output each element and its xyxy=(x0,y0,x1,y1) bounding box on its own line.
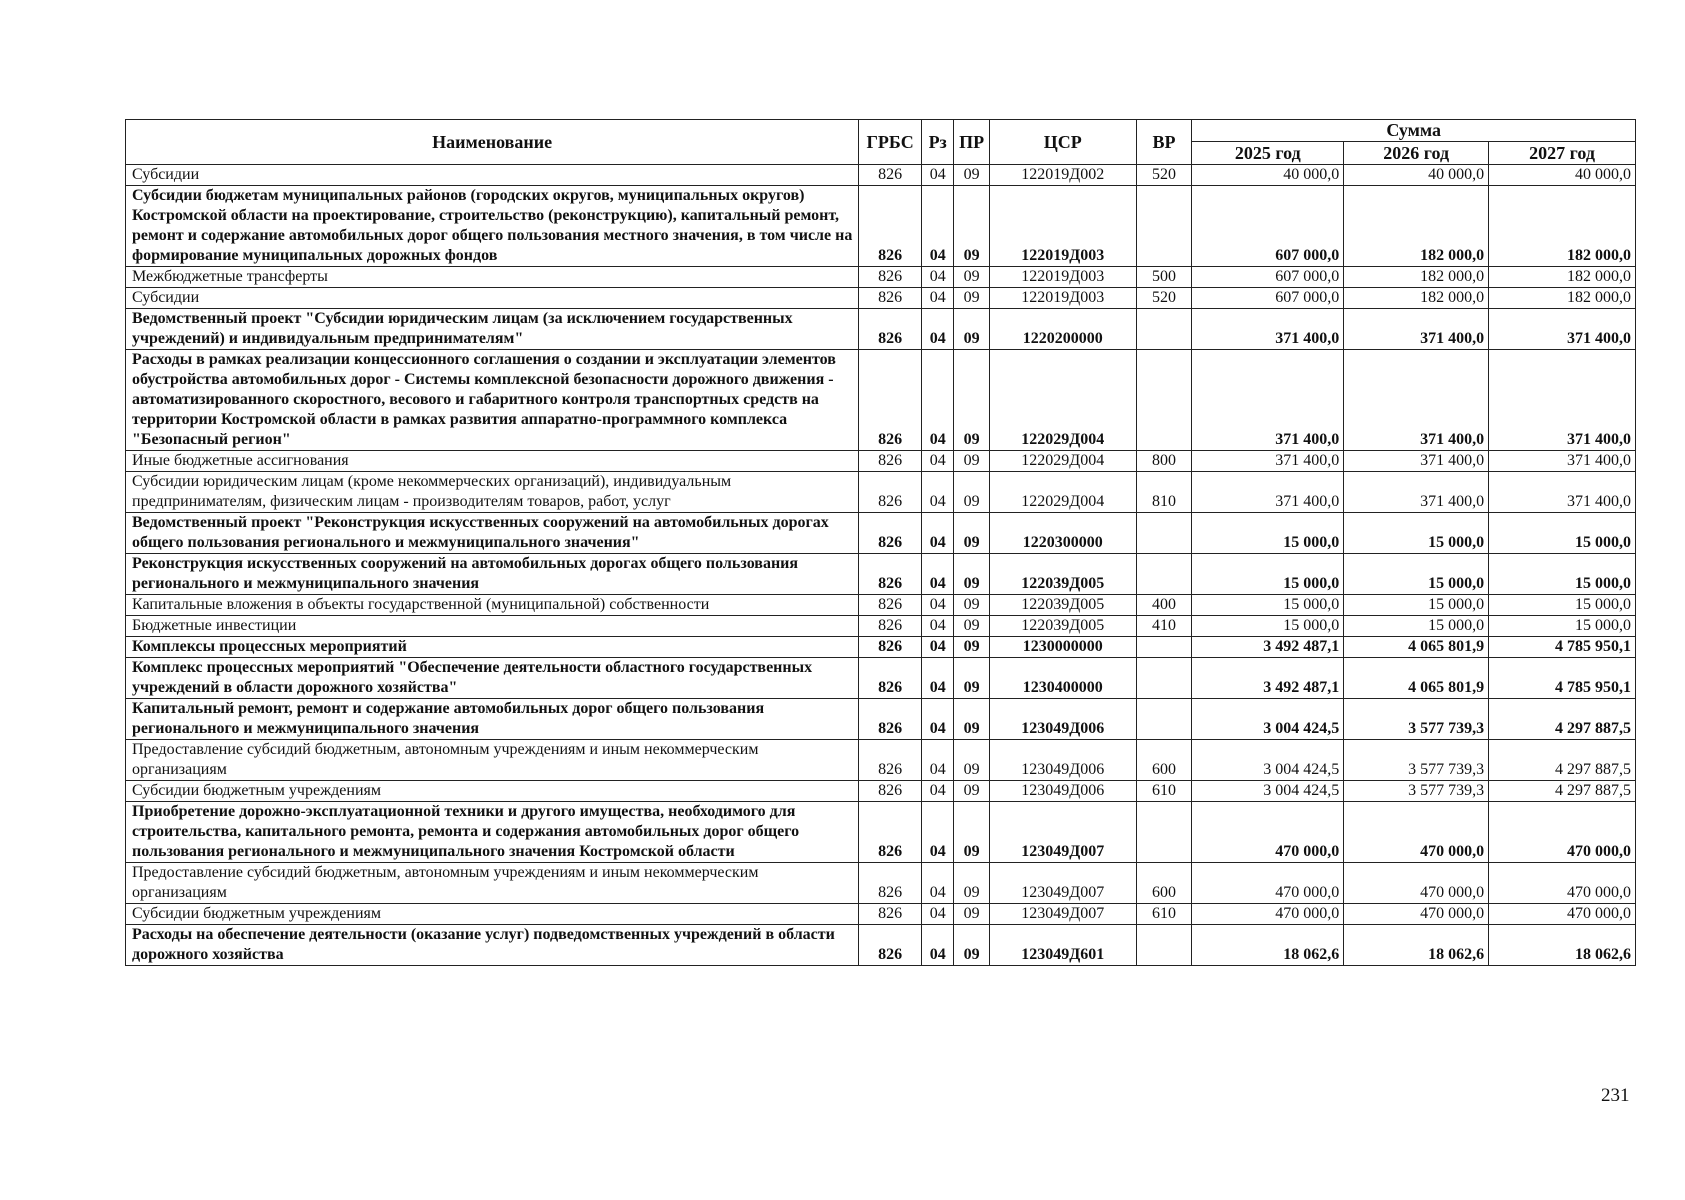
row-csr: 122039Д005 xyxy=(989,554,1136,595)
row-rz: 04 xyxy=(921,658,953,699)
row-name: Приобретение дорожно-эксплуатационной техники и другого имущества, необходимого для строительства, капитального ремонта, ремонта и содержания автомобильных дорог общего пользования регионального и межмуниципального значения Костромской области xyxy=(126,802,859,863)
row-sum-2026: 4 065 801,9 xyxy=(1344,658,1489,699)
row-sum-2026: 3 577 739,3 xyxy=(1344,699,1489,740)
row-sum-2027: 4 785 950,1 xyxy=(1489,637,1636,658)
row-sum-2027: 470 000,0 xyxy=(1489,863,1636,904)
row-sum-2027: 470 000,0 xyxy=(1489,904,1636,925)
row-sum-2026: 15 000,0 xyxy=(1344,513,1489,554)
row-vr xyxy=(1136,802,1192,863)
row-vr: 410 xyxy=(1136,616,1192,637)
header-year-2025: 2025 год xyxy=(1192,142,1344,165)
table-row xyxy=(126,658,1636,699)
row-grbs: 826 xyxy=(859,350,922,451)
row-vr xyxy=(1136,513,1192,554)
table-row xyxy=(126,513,1636,554)
row-name: Субсидии xyxy=(126,288,859,309)
table-row xyxy=(126,781,1636,802)
row-vr: 610 xyxy=(1136,904,1192,925)
table-body xyxy=(126,165,1636,966)
row-vr xyxy=(1136,658,1192,699)
row-grbs: 826 xyxy=(859,616,922,637)
row-vr: 800 xyxy=(1136,451,1192,472)
row-csr: 1230000000 xyxy=(989,637,1136,658)
row-sum-2026: 15 000,0 xyxy=(1344,616,1489,637)
row-name: Реконструкция искусственных сооружений на автомобильных дорогах общего пользования регионального и межмуниципального значения xyxy=(126,554,859,595)
row-grbs: 826 xyxy=(859,802,922,863)
row-name: Расходы на обеспечение деятельности (оказание услуг) подведомственных учреждений в области дорожного хозяйства xyxy=(126,925,859,966)
row-pr: 09 xyxy=(954,451,989,472)
table-row xyxy=(126,350,1636,451)
page-number: 231 xyxy=(1601,1085,1630,1106)
row-pr: 09 xyxy=(954,472,989,513)
row-sum-2025: 3 004 424,5 xyxy=(1192,740,1344,781)
row-vr: 500 xyxy=(1136,267,1192,288)
row-rz: 04 xyxy=(921,350,953,451)
row-sum-2027: 371 400,0 xyxy=(1489,472,1636,513)
row-sum-2026: 182 000,0 xyxy=(1344,267,1489,288)
row-sum-2027: 371 400,0 xyxy=(1489,350,1636,451)
row-pr: 09 xyxy=(954,309,989,350)
row-grbs: 826 xyxy=(859,309,922,350)
row-grbs: 826 xyxy=(859,288,922,309)
row-grbs: 826 xyxy=(859,904,922,925)
row-grbs: 826 xyxy=(859,637,922,658)
row-rz: 04 xyxy=(921,740,953,781)
header-pr: ПР xyxy=(954,120,989,165)
row-rz: 04 xyxy=(921,781,953,802)
row-sum-2025: 371 400,0 xyxy=(1192,472,1344,513)
row-rz: 04 xyxy=(921,267,953,288)
row-name: Капитальные вложения в объекты государственной (муниципальной) собственности xyxy=(126,595,859,616)
row-sum-2026: 470 000,0 xyxy=(1344,802,1489,863)
table-row xyxy=(126,740,1636,781)
row-name: Субсидии xyxy=(126,165,859,186)
row-sum-2027: 470 000,0 xyxy=(1489,802,1636,863)
row-rz: 04 xyxy=(921,925,953,966)
row-name: Расходы в рамках реализации концессионного соглашения о создании и эксплуатации элементов обустройства автомобильных дорог - Системы комплексной безопасности дорожного движения - автоматизированного скоростного, весового и габаритного контроля транспортных средств на территории Костромской области в рамках развития аппаратно-программного комплекса "Безопасный регион" xyxy=(126,350,859,451)
row-rz: 04 xyxy=(921,472,953,513)
row-pr: 09 xyxy=(954,186,989,267)
row-rz: 04 xyxy=(921,513,953,554)
row-csr: 122019Д003 xyxy=(989,288,1136,309)
row-rz: 04 xyxy=(921,595,953,616)
row-sum-2025: 3 004 424,5 xyxy=(1192,699,1344,740)
row-grbs: 826 xyxy=(859,699,922,740)
row-sum-2026: 15 000,0 xyxy=(1344,595,1489,616)
row-pr: 09 xyxy=(954,740,989,781)
table-row xyxy=(126,554,1636,595)
row-sum-2027: 4 297 887,5 xyxy=(1489,781,1636,802)
row-sum-2027: 4 297 887,5 xyxy=(1489,740,1636,781)
table-row xyxy=(126,616,1636,637)
row-vr xyxy=(1136,699,1192,740)
row-grbs: 826 xyxy=(859,925,922,966)
row-sum-2027: 4 297 887,5 xyxy=(1489,699,1636,740)
row-csr: 1220300000 xyxy=(989,513,1136,554)
row-csr: 1230400000 xyxy=(989,658,1136,699)
row-sum-2027: 15 000,0 xyxy=(1489,616,1636,637)
table-row xyxy=(126,267,1636,288)
row-sum-2026: 470 000,0 xyxy=(1344,904,1489,925)
row-csr: 123049Д007 xyxy=(989,904,1136,925)
header-vr: ВР xyxy=(1136,120,1192,165)
row-sum-2025: 40 000,0 xyxy=(1192,165,1344,186)
row-pr: 09 xyxy=(954,781,989,802)
row-sum-2026: 470 000,0 xyxy=(1344,863,1489,904)
row-name: Комплекс процессных мероприятий "Обеспечение деятельности областного государственных учреждений в области дорожного хозяйства" xyxy=(126,658,859,699)
row-rz: 04 xyxy=(921,863,953,904)
row-sum-2026: 182 000,0 xyxy=(1344,288,1489,309)
row-name: Субсидии бюджетным учреждениям xyxy=(126,904,859,925)
row-sum-2027: 371 400,0 xyxy=(1489,451,1636,472)
row-name: Комплексы процессных мероприятий xyxy=(126,637,859,658)
row-vr xyxy=(1136,637,1192,658)
header-name: Наименование xyxy=(126,120,859,165)
row-vr xyxy=(1136,309,1192,350)
table-row xyxy=(126,802,1636,863)
table-row xyxy=(126,309,1636,350)
table-row xyxy=(126,165,1636,186)
row-csr: 122039Д005 xyxy=(989,616,1136,637)
row-grbs: 826 xyxy=(859,513,922,554)
row-grbs: 826 xyxy=(859,165,922,186)
row-csr: 123049Д601 xyxy=(989,925,1136,966)
row-sum-2025: 3 492 487,1 xyxy=(1192,637,1344,658)
row-sum-2026: 15 000,0 xyxy=(1344,554,1489,595)
row-sum-2025: 607 000,0 xyxy=(1192,288,1344,309)
table-row xyxy=(126,863,1636,904)
table-row xyxy=(126,637,1636,658)
row-rz: 04 xyxy=(921,616,953,637)
header-csr: ЦСР xyxy=(989,120,1136,165)
row-pr: 09 xyxy=(954,925,989,966)
table-row xyxy=(126,925,1636,966)
row-sum-2025: 371 400,0 xyxy=(1192,309,1344,350)
row-grbs: 826 xyxy=(859,863,922,904)
row-rz: 04 xyxy=(921,165,953,186)
row-sum-2025: 371 400,0 xyxy=(1192,451,1344,472)
budget-table-sheet xyxy=(125,119,1636,966)
row-grbs: 826 xyxy=(859,781,922,802)
row-grbs: 826 xyxy=(859,554,922,595)
row-csr: 122029Д004 xyxy=(989,350,1136,451)
row-name: Ведомственный проект "Реконструкция искусственных сооружений на автомобильных дорогах общего пользования регионального и межмуниципального значения" xyxy=(126,513,859,554)
row-pr: 09 xyxy=(954,637,989,658)
row-sum-2025: 470 000,0 xyxy=(1192,904,1344,925)
row-name: Иные бюджетные ассигнования xyxy=(126,451,859,472)
header-grbs: ГРБС xyxy=(859,120,922,165)
header-rz: Рз xyxy=(921,120,953,165)
row-sum-2025: 3 004 424,5 xyxy=(1192,781,1344,802)
row-sum-2025: 470 000,0 xyxy=(1192,802,1344,863)
row-pr: 09 xyxy=(954,802,989,863)
row-name: Ведомственный проект "Субсидии юридическим лицам (за исключением государственных учреждений) и индивидуальным предпринимателям" xyxy=(126,309,859,350)
table-row xyxy=(126,472,1636,513)
row-grbs: 826 xyxy=(859,267,922,288)
row-vr: 600 xyxy=(1136,863,1192,904)
table-row xyxy=(126,451,1636,472)
row-sum-2027: 15 000,0 xyxy=(1489,554,1636,595)
row-rz: 04 xyxy=(921,904,953,925)
row-sum-2025: 3 492 487,1 xyxy=(1192,658,1344,699)
row-name: Предоставление субсидий бюджетным, автономным учреждениям и иным некоммерческим организациям xyxy=(126,740,859,781)
row-pr: 09 xyxy=(954,863,989,904)
table-header xyxy=(126,120,1636,165)
row-rz: 04 xyxy=(921,186,953,267)
row-sum-2025: 15 000,0 xyxy=(1192,513,1344,554)
row-csr: 123049Д006 xyxy=(989,781,1136,802)
row-sum-2027: 182 000,0 xyxy=(1489,267,1636,288)
row-sum-2025: 18 062,6 xyxy=(1192,925,1344,966)
row-name: Субсидии бюджетам муниципальных районов (городских округов, муниципальных округов) Костромской области на проектирование, строительство (реконструкцию), капитальный ремонт, ремонт и содержание автомобильных дорог общего пользования местного значения, в том числе на формирование муниципальных дорожных фондов xyxy=(126,186,859,267)
row-rz: 04 xyxy=(921,802,953,863)
row-sum-2026: 18 062,6 xyxy=(1344,925,1489,966)
row-name: Предоставление субсидий бюджетным, автономным учреждениям и иным некоммерческим организациям xyxy=(126,863,859,904)
row-pr: 09 xyxy=(954,165,989,186)
table-row xyxy=(126,288,1636,309)
row-sum-2026: 371 400,0 xyxy=(1344,451,1489,472)
row-sum-2025: 607 000,0 xyxy=(1192,267,1344,288)
row-sum-2025: 15 000,0 xyxy=(1192,616,1344,637)
row-csr: 1220200000 xyxy=(989,309,1136,350)
budget-table xyxy=(125,119,1636,966)
row-grbs: 826 xyxy=(859,186,922,267)
header-year-2026: 2026 год xyxy=(1344,142,1489,165)
row-sum-2027: 371 400,0 xyxy=(1489,309,1636,350)
row-pr: 09 xyxy=(954,904,989,925)
row-sum-2027: 40 000,0 xyxy=(1489,165,1636,186)
row-vr xyxy=(1136,350,1192,451)
row-rz: 04 xyxy=(921,288,953,309)
row-sum-2027: 18 062,6 xyxy=(1489,925,1636,966)
row-sum-2026: 371 400,0 xyxy=(1344,350,1489,451)
row-pr: 09 xyxy=(954,595,989,616)
row-name: Межбюджетные трансферты xyxy=(126,267,859,288)
row-csr: 123049Д007 xyxy=(989,802,1136,863)
row-csr: 122029Д004 xyxy=(989,472,1136,513)
row-grbs: 826 xyxy=(859,595,922,616)
row-vr: 810 xyxy=(1136,472,1192,513)
table-row xyxy=(126,595,1636,616)
row-csr: 123049Д007 xyxy=(989,863,1136,904)
row-sum-2025: 15 000,0 xyxy=(1192,554,1344,595)
row-sum-2027: 15 000,0 xyxy=(1489,595,1636,616)
row-csr: 122029Д004 xyxy=(989,451,1136,472)
row-sum-2026: 371 400,0 xyxy=(1344,309,1489,350)
row-sum-2027: 4 785 950,1 xyxy=(1489,658,1636,699)
row-rz: 04 xyxy=(921,637,953,658)
table-row xyxy=(126,904,1636,925)
row-csr: 122019Д003 xyxy=(989,267,1136,288)
row-sum-2026: 3 577 739,3 xyxy=(1344,740,1489,781)
header-summa: Сумма xyxy=(1192,120,1636,142)
row-grbs: 826 xyxy=(859,451,922,472)
row-name: Субсидии юридическим лицам (кроме некоммерческих организаций), индивидуальным предпринимателям, физическим лицам - производителям товаров, работ, услуг xyxy=(126,472,859,513)
row-vr: 520 xyxy=(1136,288,1192,309)
row-grbs: 826 xyxy=(859,472,922,513)
row-vr: 400 xyxy=(1136,595,1192,616)
row-name: Субсидии бюджетным учреждениям xyxy=(126,781,859,802)
row-vr: 600 xyxy=(1136,740,1192,781)
row-rz: 04 xyxy=(921,309,953,350)
row-sum-2025: 607 000,0 xyxy=(1192,186,1344,267)
row-sum-2026: 371 400,0 xyxy=(1344,472,1489,513)
row-sum-2025: 470 000,0 xyxy=(1192,863,1344,904)
row-pr: 09 xyxy=(954,616,989,637)
row-rz: 04 xyxy=(921,451,953,472)
row-pr: 09 xyxy=(954,699,989,740)
row-csr: 122019Д003 xyxy=(989,186,1136,267)
row-csr: 123049Д006 xyxy=(989,740,1136,781)
row-name: Бюджетные инвестиции xyxy=(126,616,859,637)
row-name: Капитальный ремонт, ремонт и содержание автомобильных дорог общего пользования регионального и межмуниципального значения xyxy=(126,699,859,740)
row-rz: 04 xyxy=(921,699,953,740)
row-pr: 09 xyxy=(954,288,989,309)
row-sum-2026: 40 000,0 xyxy=(1344,165,1489,186)
row-sum-2026: 182 000,0 xyxy=(1344,186,1489,267)
row-sum-2027: 182 000,0 xyxy=(1489,288,1636,309)
row-vr xyxy=(1136,925,1192,966)
table-row xyxy=(126,186,1636,267)
row-sum-2026: 4 065 801,9 xyxy=(1344,637,1489,658)
header-year-2027: 2027 год xyxy=(1489,142,1636,165)
row-sum-2026: 3 577 739,3 xyxy=(1344,781,1489,802)
row-rz: 04 xyxy=(921,554,953,595)
row-sum-2025: 15 000,0 xyxy=(1192,595,1344,616)
row-sum-2027: 15 000,0 xyxy=(1489,513,1636,554)
row-csr: 123049Д006 xyxy=(989,699,1136,740)
row-vr: 610 xyxy=(1136,781,1192,802)
row-csr: 122039Д005 xyxy=(989,595,1136,616)
row-pr: 09 xyxy=(954,554,989,595)
row-grbs: 826 xyxy=(859,658,922,699)
row-pr: 09 xyxy=(954,658,989,699)
row-grbs: 826 xyxy=(859,740,922,781)
row-pr: 09 xyxy=(954,350,989,451)
row-vr xyxy=(1136,554,1192,595)
table-row xyxy=(126,699,1636,740)
row-vr xyxy=(1136,186,1192,267)
row-sum-2027: 182 000,0 xyxy=(1489,186,1636,267)
row-vr: 520 xyxy=(1136,165,1192,186)
row-csr: 122019Д002 xyxy=(989,165,1136,186)
row-pr: 09 xyxy=(954,513,989,554)
row-pr: 09 xyxy=(954,267,989,288)
row-sum-2025: 371 400,0 xyxy=(1192,350,1344,451)
